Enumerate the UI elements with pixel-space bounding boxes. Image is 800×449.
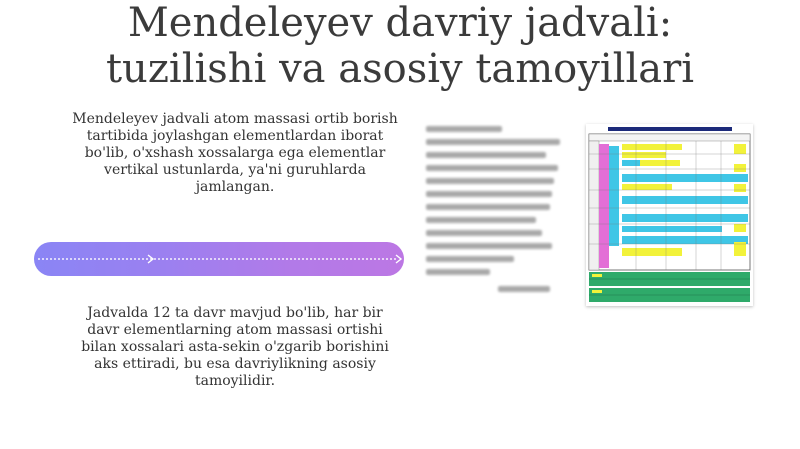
periods-paragraph: Jadvalda 12 ta davr mavjud bo'lib, har bir davr elementlarning atom massasi ortishi bilan xossalari asta-sekin o'zgarib borishini aks ettiradi, bu esa davriylikning asosiy tamoyilidir. — [81, 305, 389, 389]
intro-paragraph: Mendeleyev jadvali atom massasi ortib borish tartibida joylashgan elementlardan iborat bo'lib, o'xshash xossalarga ega elementlar vertikal ustunlarda, ya'ni guruhlarda jamlangan. — [72, 111, 398, 195]
slide-title — [0, 0, 800, 92]
blurred-text-lines — [424, 124, 564, 309]
dotted-arrow-right-icon — [34, 242, 404, 276]
gradient-arrow-bar — [34, 242, 404, 276]
blurred-caption — [424, 124, 564, 313]
slide-title-line1: Mendeleyev davriy jadvali: — [127, 0, 673, 46]
slide-title-line2: tuzilishi va asosiy tamoyillari — [105, 46, 694, 92]
periodic-table-graphic — [586, 124, 753, 306]
periodic-table-image — [586, 124, 753, 306]
